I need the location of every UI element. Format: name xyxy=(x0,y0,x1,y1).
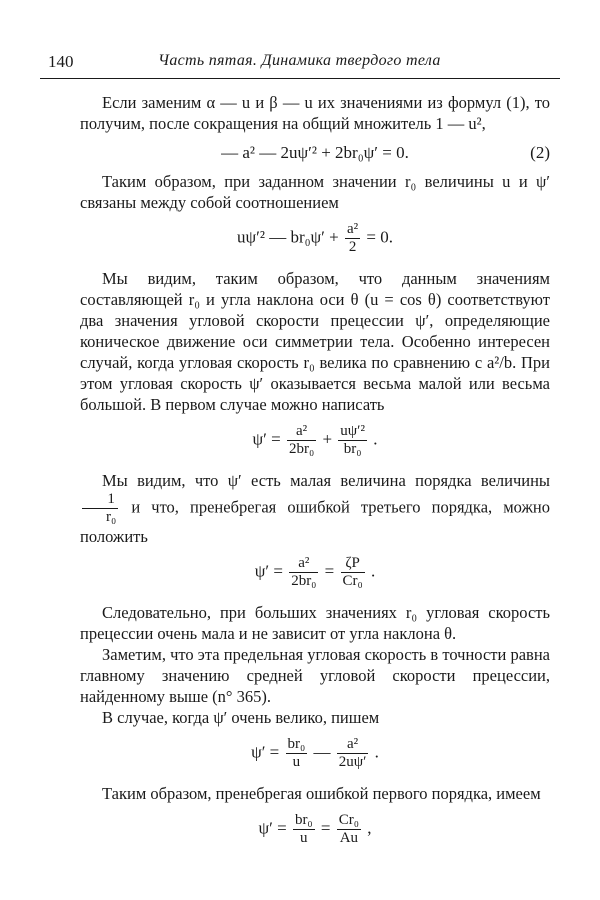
equation-relation xyxy=(80,221,550,256)
paragraph-5: Следовательно, при больших значениях r₀ угловая скорость прецессии очень мала и не зависит от угла наклона θ. xyxy=(80,603,550,643)
paragraph-6: Заметим, что эта предельная угловая скорость в точности равна главному значению средней угловой скорости прецессии, найденному выше (n° 365). xyxy=(80,645,550,706)
fraction-numerator: a² xyxy=(337,736,369,754)
equation-left: ψ′ = xyxy=(252,429,281,449)
fraction-numerator: a² xyxy=(289,555,318,573)
fraction-denominator: 2br₀ xyxy=(291,573,317,589)
equation-final-psi xyxy=(80,812,550,847)
fraction xyxy=(345,221,360,256)
fraction-numerator: 1 xyxy=(82,491,118,509)
equation-limit-psi xyxy=(80,555,550,590)
paragraph-4 xyxy=(80,470,550,547)
fraction xyxy=(286,736,308,771)
equals-sign: = xyxy=(324,561,335,581)
paragraph-8: Таким образом, пренебрегая ошибкой первого порядка, имеем xyxy=(102,784,541,803)
equation-relation-right: = 0. xyxy=(366,227,393,247)
equation-number: (2) xyxy=(530,143,550,162)
fraction-denominator: u xyxy=(292,754,301,770)
equation-2 xyxy=(80,142,550,163)
paragraph-2: Таким образом, при заданном значении r₀ величины u и ψ′ связаны между собой соотношением xyxy=(80,172,550,212)
paragraph-7: В случае, когда ψ′ очень велико, пишем xyxy=(102,708,380,727)
fraction-denominator: 2 xyxy=(348,239,357,255)
equation-end: . xyxy=(373,429,378,449)
equation-end: . xyxy=(374,742,379,762)
fraction-numerator: uψ′² xyxy=(340,423,365,439)
fraction-denominator: br₀ xyxy=(343,441,362,457)
fraction xyxy=(293,812,315,847)
equation-left: ψ′ = xyxy=(251,742,280,762)
fraction xyxy=(341,555,365,590)
equals-sign: = xyxy=(320,818,331,838)
equation-left: ψ′ = xyxy=(254,561,283,581)
fraction xyxy=(289,555,318,590)
paragraph-3: Мы видим, таким образом, что данным значениям составляющей r₀ и угла наклона оси θ (u = cos θ) соответствуют два значения угловой скорости прецессии ψ′, определяющие коническое движение оси симметрии тела. Особенно интересен случай, когда угловая скорость r₀ велика по сравнению с a²/b. При этом угловая скорость ψ′ оказывается весьма малой или весьма большой. В первом случае можно написать xyxy=(80,269,550,414)
fraction xyxy=(338,423,367,458)
fraction-numerator: a² xyxy=(287,423,316,441)
fraction-denominator: r₀ xyxy=(106,509,117,525)
paragraph-4-text-b: и что, пренебрегая ошибкой третьего порядка, можно положить xyxy=(80,497,551,546)
paragraph-4-text-a: Мы видим, что ψ′ есть малая величина порядка величины xyxy=(102,471,550,490)
fraction-denominator: 2br₀ xyxy=(288,441,315,457)
fraction xyxy=(337,736,369,771)
fraction-denominator: Au xyxy=(339,830,359,846)
equation-2-body: — a² — 2uψ′² + 2br₀ψ′ = 0. xyxy=(221,143,409,162)
fraction-numerator: ζP xyxy=(341,555,365,573)
fraction xyxy=(287,423,316,458)
page-body xyxy=(80,92,550,855)
minus-sign: — xyxy=(313,742,331,762)
plus-sign: + xyxy=(322,429,333,449)
header-rule xyxy=(40,78,560,79)
running-title: Часть пятая. Динамика твердого тела xyxy=(158,52,441,69)
fraction xyxy=(337,812,361,847)
equation-left: ψ′ = xyxy=(258,818,287,838)
equation-small-psi xyxy=(80,423,550,458)
fraction-denominator: Cr₀ xyxy=(342,573,363,589)
paragraph-1: Если заменим α — u и β — u их значениями из формул (1), то получим, после сокращения на общий множитель 1 — u², xyxy=(80,93,550,133)
fraction-numerator: a² xyxy=(347,221,359,237)
page-header xyxy=(40,42,560,78)
fraction xyxy=(82,491,118,526)
equation-end: , xyxy=(367,818,372,838)
page-number: 140 xyxy=(48,52,74,71)
equation-end: . xyxy=(371,561,376,581)
equation-large-psi xyxy=(80,736,550,771)
fraction-numerator: br₀ xyxy=(294,812,313,828)
fraction-numerator: br₀ xyxy=(287,736,306,752)
fraction-numerator: Cr₀ xyxy=(338,812,359,828)
fraction-denominator: u xyxy=(300,830,308,846)
equation-relation-left: uψ′² — br₀ψ′ + xyxy=(237,227,339,247)
fraction-denominator: 2uψ′ xyxy=(338,754,367,770)
